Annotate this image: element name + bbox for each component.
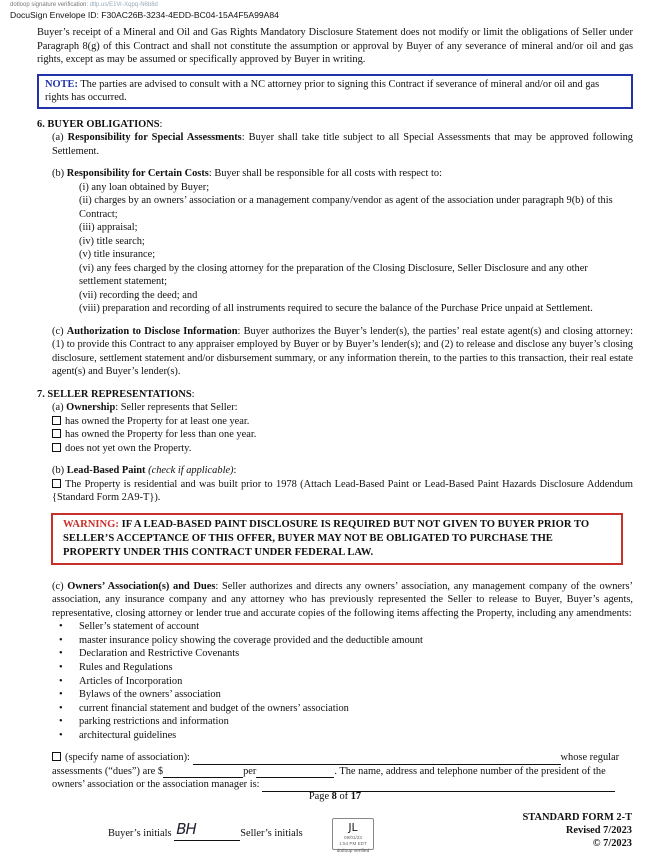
checkbox-icon[interactable]: [52, 416, 61, 425]
buyer-initials-field[interactable]: [174, 820, 240, 841]
lead-paint-option[interactable]: [37, 478, 633, 505]
list-item: • master insurance policy showing the coverage provided and the deductible amount: [59, 634, 633, 648]
intro-paragraph: Buyer’s receipt of a Mineral and Oil and Gas Rights Mandatory Disclosure Statement does not modify or limit the obligations of Seller under Paragraph 8(g) of this Contract and shall not constitute the assumption or approval by Buyer of any severance of mineral and/or oil and gas rights, except as may be assumed or specifically approved by Buyer in writing.: [37, 27, 633, 66]
page-total: 17: [350, 791, 362, 802]
page-number: [0, 790, 670, 804]
dues-amount-field[interactable]: [163, 767, 243, 778]
form-revised: Revised 7/2023: [565, 825, 632, 836]
cost-item: (iii) appraisal;: [79, 222, 138, 234]
list-item: • Articles of Incorporation: [59, 675, 633, 689]
association-line-2-end: . The name, address and telephone number of the president of the: [334, 765, 606, 777]
list-item: • Bylaws of the owners’ association: [59, 688, 633, 702]
section-7b-colon: :: [233, 465, 237, 477]
section-7c-title: Owners’ Association(s) and Dues: [67, 580, 216, 592]
note-label: NOTE:: [45, 78, 78, 90]
section-6c: [37, 325, 633, 379]
section-6c-title: Authorization to Disclose Information: [66, 325, 238, 337]
dotloop-verification: [10, 2, 158, 10]
note-box: [37, 74, 633, 109]
seller-initials-label: Seller’s initials: [240, 828, 303, 839]
buyer-initials-label: Buyer’s initials: [108, 828, 172, 839]
amendment-list: [37, 620, 633, 742]
checkbox-icon[interactable]: [52, 479, 61, 488]
page-current: 8: [331, 791, 337, 802]
seller-initials-stamp[interactable]: [332, 818, 374, 850]
list-item: • parking restrictions and information: [59, 715, 633, 729]
checkbox-icon[interactable]: [52, 752, 61, 761]
seller-verified-label: dotloop verified: [336, 849, 370, 854]
warning-box: [51, 513, 623, 565]
section-6b-prefix: (b): [52, 168, 67, 180]
section-6b: [37, 167, 633, 181]
document-page: [37, 26, 633, 792]
cost-item: (viii) preparation and recording of all instruments required to secure the balance of the Purchase Price unpaid at Settlement.: [79, 303, 593, 315]
section-7a: [37, 401, 633, 415]
form-copyright: © 7/2023: [592, 838, 632, 849]
ownership-option[interactable]: [52, 428, 633, 442]
cost-item: (i) any loan obtained by Buyer;: [79, 181, 210, 193]
section-6-title: 6. BUYER OBLIGATIONS: [37, 118, 160, 130]
section-6a-title: Responsibility for Special Assessments: [67, 132, 242, 144]
cost-list: [37, 181, 633, 316]
list-item: • Seller’s statement of account: [59, 620, 633, 634]
ownership-option[interactable]: [52, 415, 633, 429]
section-6a: [37, 131, 633, 158]
seller-stamp-date: 09/01/23: [344, 835, 362, 841]
ownership-option-label: has owned the Property for less than one year.: [65, 429, 257, 441]
section-7c: [37, 580, 633, 621]
list-item: • current financial statement and budget of the owners’ association: [59, 702, 633, 716]
section-7a-title: Ownership: [66, 402, 116, 414]
page-label: Page: [308, 791, 332, 802]
section-6c-text: : Buyer authorizes the Buyer’s lender(s), the parties’ real estate agent(s) and closing attorney: (1) to provide this Contract to any appraiser employed by Buyer or by Buyer’s lender(s); and (2) to release and disclose any buyer’s closing disclosure, settlement statement and/or disbursement summary, or any information therein, to the parties to this transaction, their real estate agent(s) and Buyer’s lender(s).: [52, 325, 633, 378]
list-item: • Declaration and Restrictive Covenants: [59, 647, 633, 661]
warning-text: IF A LEAD-BASED PAINT DISCLOSURE IS REQUIRED BUT NOT GIVEN TO BUYER PRIOR TO SELLER’S ACCEPTANCE OF THIS OFFER, BUYER MAY NOT BE OBLIGATED TO PURCHASE THE PROPERTY UNDER THIS CONTRACT UNDER FEDERAL LAW.: [63, 518, 590, 558]
ownership-option-label: does not yet own the Property.: [65, 442, 192, 454]
section-7a-text: : Seller represents that Seller:: [115, 402, 238, 414]
section-7c-text: : Seller authorizes and directs any owners’ association, any management company of the owners’ association, any insurance company and any attorney who has previously represented the Seller to release to Buyer, Buyer’s agents, representative, closing attorney or lender true and accurate copies of the following items affecting the Property, including any amendments:: [52, 580, 633, 619]
seller-stamp-time: 1:54 PM EDT: [339, 840, 367, 846]
verification-label: dotloop signature verification:: [10, 2, 89, 8]
cost-item: (vii) recording the deed; and: [79, 289, 198, 301]
checkbox-icon[interactable]: [52, 429, 61, 438]
cost-item: (ii) charges by an owners’ association or a management company/vendor as agent of the association under paragraph 9(b) of this Contract;: [79, 195, 613, 220]
section-6b-title: Responsibility for Certain Costs: [66, 168, 209, 180]
buyer-initials-signature: BH: [176, 820, 196, 839]
section-7b: [37, 464, 633, 478]
cost-item: (vi) any fees charged by the closing attorney for the preparation of the Closing Disclosure, Seller Disclosure and any other settlement statement;: [79, 262, 588, 288]
docusign-envelope-id: DocuSign Envelope ID: F30AC26B-3234-4EDD-BC04-15A4F5A99A84: [10, 10, 279, 20]
cost-item: (iv) title search;: [79, 235, 145, 247]
association-line-1-end: whose regular: [560, 752, 620, 764]
list-item: • architectural guidelines: [59, 729, 633, 743]
dues-period-field[interactable]: [256, 767, 334, 778]
ownership-options: [37, 415, 633, 456]
association-name-label: (specify name of association):: [65, 752, 193, 764]
verification-url[interactable]: dtlp.us/E1Vr-Xqpq-N6b8d: [89, 2, 158, 8]
note-text: The parties are advised to consult with a NC attorney prior to signing this Contract if severance of mineral and/or oil and gas rights has occurred.: [45, 78, 600, 104]
dues-per-label: per: [243, 765, 257, 777]
ownership-option[interactable]: [52, 442, 633, 456]
seller-initials-value: JL: [348, 821, 358, 834]
section-6-heading: 6. BUYER OBLIGATIONS:: [37, 118, 163, 130]
warning-label: WARNING:: [63, 518, 119, 530]
list-item: • Rules and Regulations: [59, 661, 633, 675]
section-6a-prefix: (a): [52, 132, 68, 144]
association-name-field[interactable]: [193, 754, 561, 765]
page-of: of: [336, 791, 351, 802]
section-7b-note: (check if applicable): [145, 465, 234, 477]
lead-paint-text: The Property is residential and was built prior to 1978 (Attach Lead-Based Paint or Lead-Based Paint Hazards Disclosure Addendum {Standard Form 2A9-T}).: [52, 478, 633, 504]
cost-item: (v) title insurance;: [79, 249, 156, 261]
association-line-1: [37, 751, 633, 765]
form-name: STANDARD FORM 2-T: [522, 812, 632, 823]
association-line-2: [37, 765, 633, 779]
initials-row: [108, 820, 303, 841]
checkbox-icon[interactable]: [52, 443, 61, 452]
section-6b-text: : Buyer shall be responsible for all costs with respect to:: [208, 168, 442, 180]
section-7-title: 7. SELLER REPRESENTATIONS: [37, 388, 192, 400]
president-label: owners’ association or the association manager is:: [52, 779, 263, 791]
section-6a-text: : Buyer shall take title subject to all Special Assessments that may be approved following Settlement.: [52, 132, 633, 157]
section-7b-prefix: (b): [52, 465, 67, 477]
section-7a-prefix: (a): [52, 402, 67, 414]
section-7c-prefix: (c): [52, 580, 68, 592]
section-7b-title: Lead-Based Paint: [66, 465, 146, 477]
form-identifier: [523, 811, 632, 850]
section-7-heading: 7. SELLER REPRESENTATIONS:: [37, 388, 195, 400]
ownership-option-label: has owned the Property for at least one year.: [65, 415, 250, 427]
section-6c-prefix: (c): [52, 325, 67, 337]
dues-label: assessments (“dues”) are $: [52, 765, 164, 777]
